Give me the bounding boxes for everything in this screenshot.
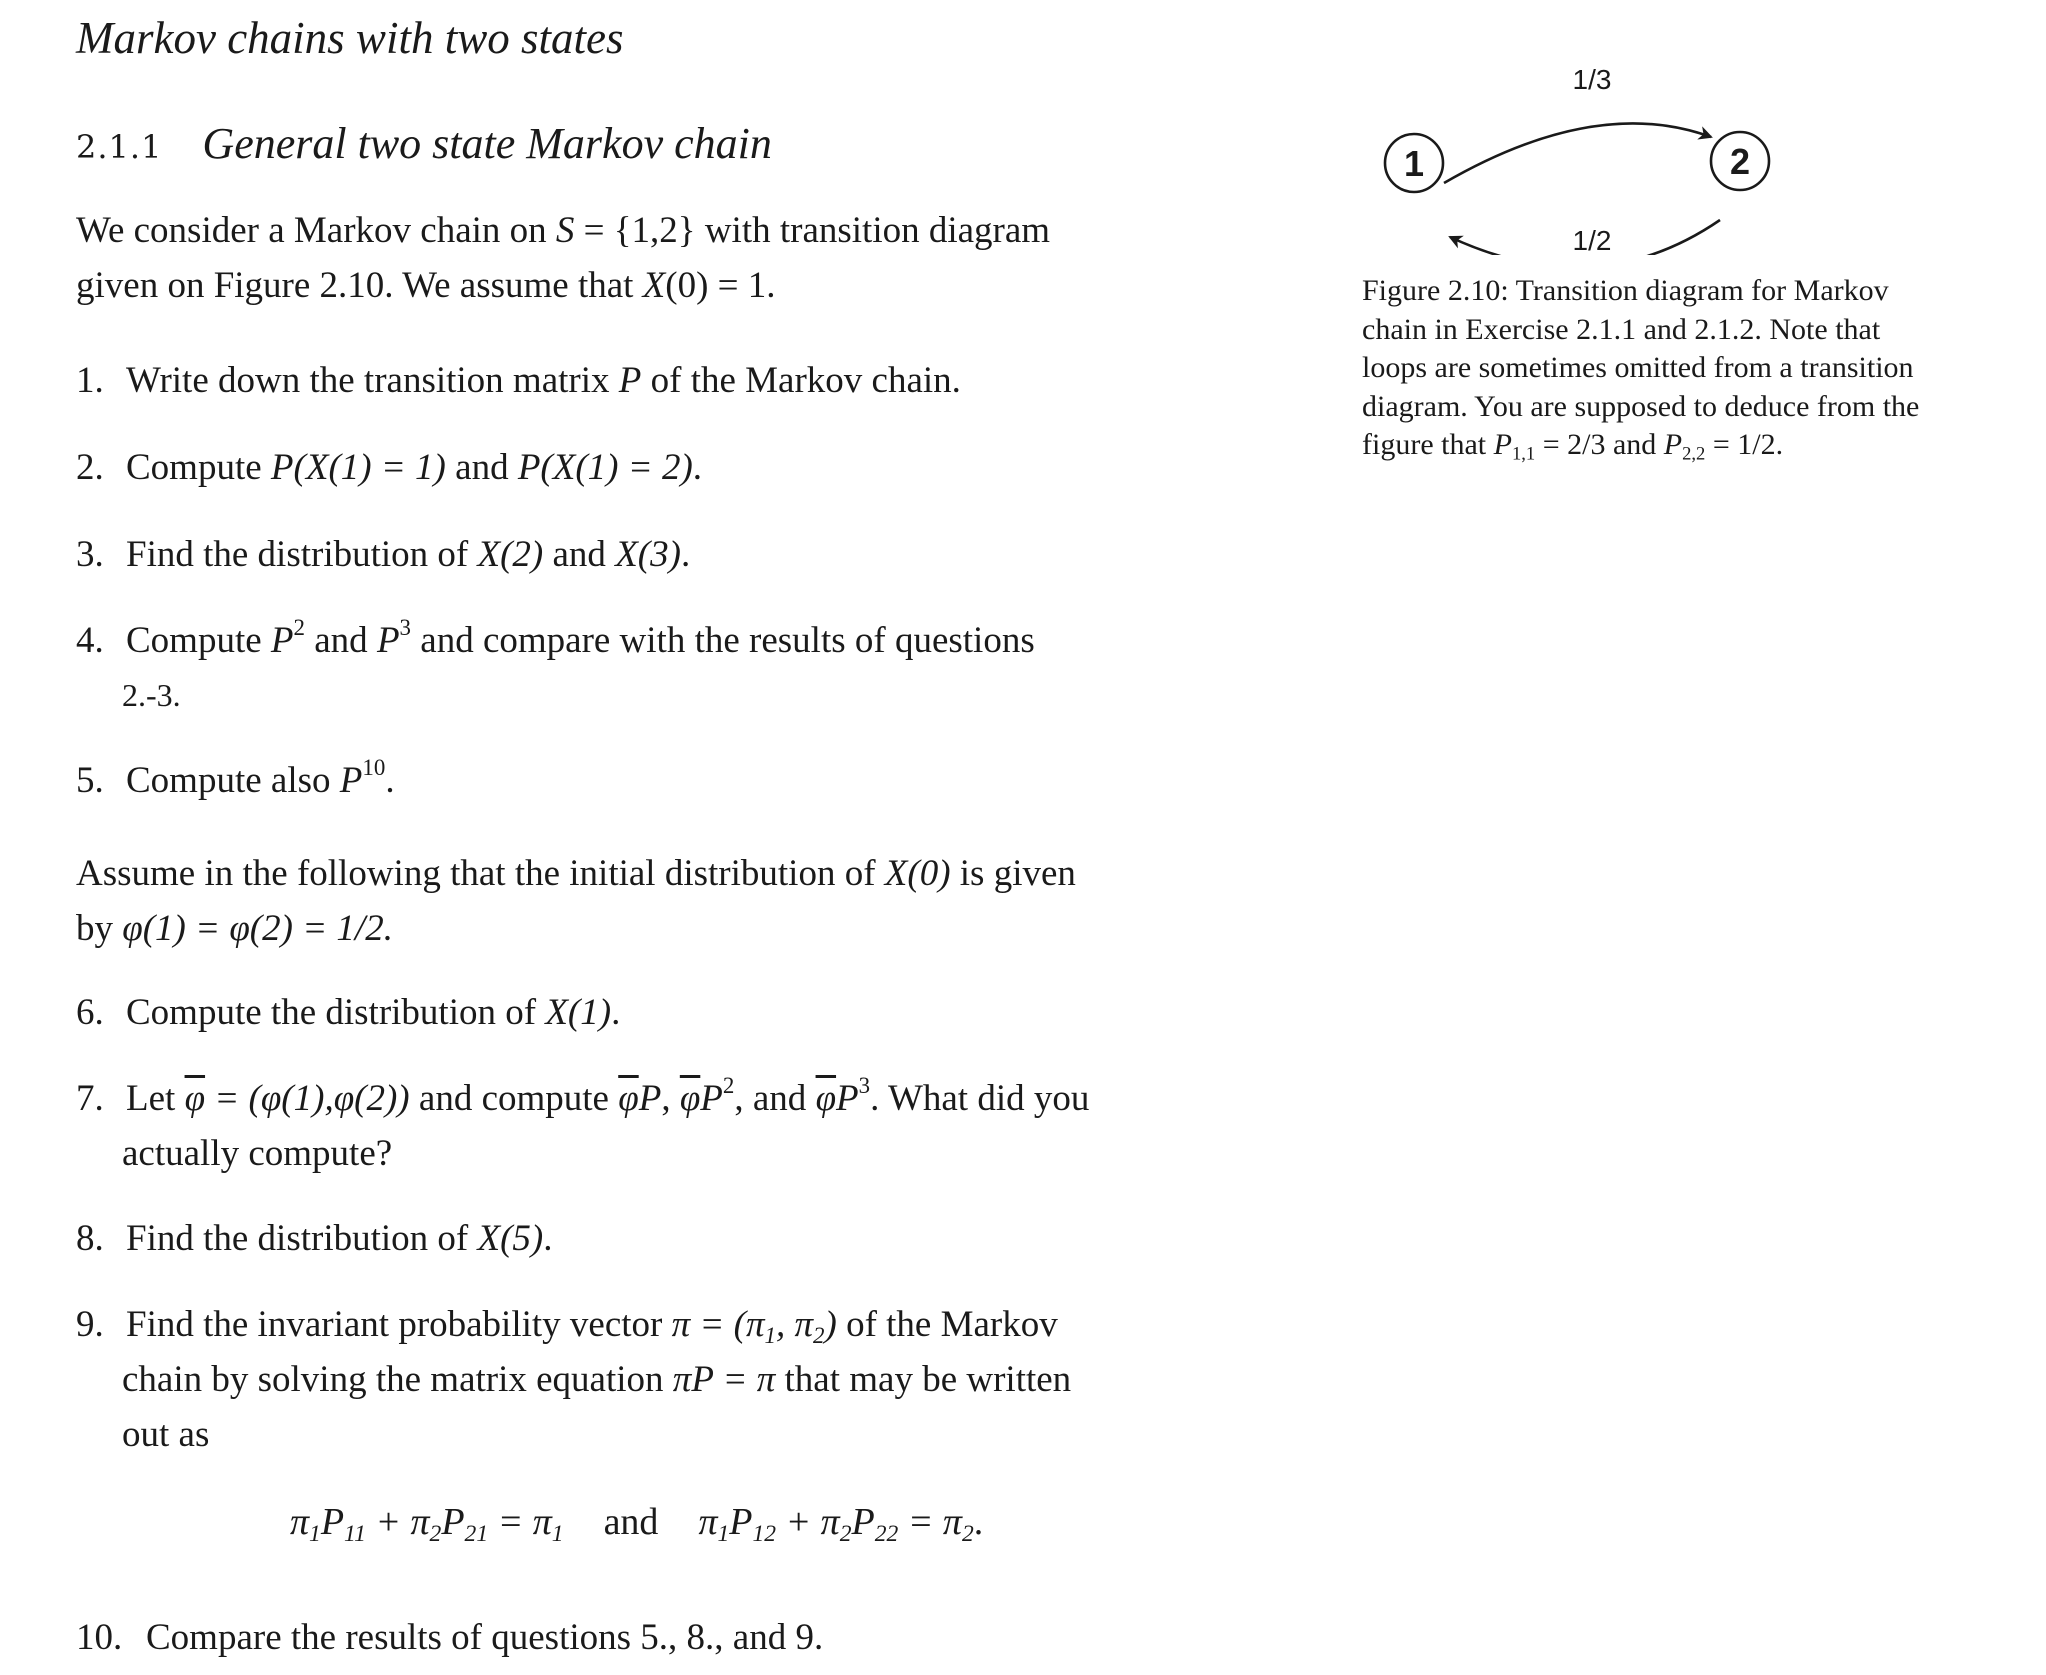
question-9: 9. Find the invariant probability vector $\pi = (\pi_1$, $\pi_2$) of the Markov chain by solving the matrix equation πP = π that may be written out as — [76, 1304, 1072, 1455]
figure-caption: Figure 2.10: Transition diagram for Markov chain in Exercise 2.1.1 and 2.1.2. Note that loops are sometimes omitted from a transition diagram. You are supposed to deduce from the figure that $P_{1,1} = 2/3$ and $P_{2,2} = 1/2$. — [1362, 274, 1920, 465]
transition-diagram — [1356, 55, 1956, 255]
question-7: 7. Let $\overline{\varphi} = (\varphi(1),\varphi(2))$ and compute $\overline{\varphi}P$, $\overline{\varphi}P^2$, and $\overline{\varphi}P^3$. What did you actually compute? — [76, 1072, 1090, 1174]
question-3: 3. Find the distribution of X(2) and X(3). — [76, 534, 691, 575]
question-5: 5. Compute also $P^{10}$. — [76, 754, 395, 801]
question-2: 2. Compute P(X(1) = 1) and P(X(1) = 2). — [76, 447, 703, 488]
display-equation: $\pi_1P_{11} + \pi_2P_{21} = \pi_1$ and $\pi_1P_{12} + \pi_2P_{22} = \pi_2$. — [290, 1501, 984, 1548]
node-2 — [1711, 132, 1769, 190]
section-number: 2.1.1 — [76, 128, 163, 166]
chapter-title: Markov chains with two states — [76, 13, 624, 63]
question-1: 1. Write down the transition matrix P of the Markov chain. — [76, 360, 961, 401]
intro-paragraph — [76, 203, 1050, 313]
node-1-label: 1 — [1403, 143, 1425, 184]
question-10: 10. Compare the results of questions 5., 8., and 9. — [76, 1617, 824, 1658]
edge-1-to-2 — [1444, 123, 1711, 183]
edge-bottom-label: 1/2 — [1572, 225, 1612, 255]
section-title: General two state Markov chain — [202, 119, 772, 168]
question-6: 6. Compute the distribution of X(1). — [76, 992, 621, 1033]
question-8: 8. Find the distribution of X(5). — [76, 1218, 553, 1259]
intro-line-2: given on Figure 2.10. We assume that X(0) = 1. — [76, 265, 776, 306]
node-1 — [1385, 134, 1443, 192]
section-heading — [76, 118, 772, 169]
intro-line-1: We consider a Markov chain on S = {1,2} with transition diagram — [76, 210, 1051, 251]
question-4: 4. Compute $P^2$ and $P^3$ and compare with the results of questions 2.-3. — [76, 614, 1035, 713]
edge-top-label: 1/3 — [1572, 64, 1612, 95]
assume-paragraph: Assume in the following that the initial distribution of X(0) is given by φ(1) = φ(2) = 1/2. — [76, 853, 1076, 949]
node-2-label: 2 — [1729, 141, 1751, 182]
